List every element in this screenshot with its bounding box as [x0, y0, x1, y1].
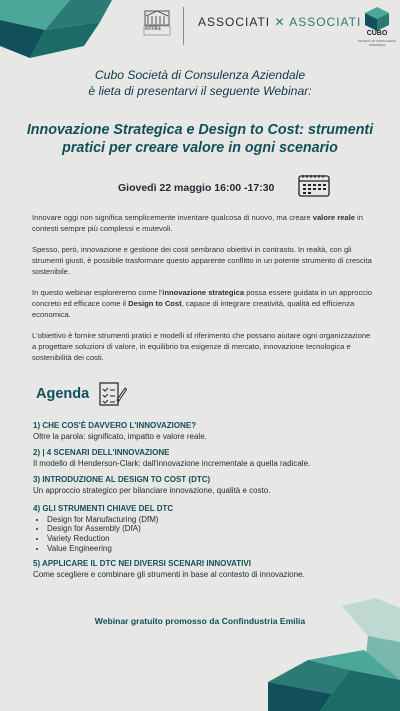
cubo-logo-subtitle: SOCIETÀ DI CONSULENZA AZIENDALE: [357, 39, 397, 47]
associati-cross-icon: ✕: [274, 15, 286, 29]
agenda-item-text: Come scegliere e combinare gli strumenti in base al contesto di innovazione.: [33, 569, 305, 579]
associati-associati-logo: [198, 15, 361, 29]
agenda-item-heading: 1) CHE COS'È DAVVERO L'INNOVAZIONE?: [33, 421, 197, 430]
agenda-item-heading: 5) APPLICARE IL DTC NEI DIVERSI SCENARI INNOVATIVI: [33, 559, 251, 568]
agenda-bullet: • Design for Assembly (DfA): [47, 524, 373, 534]
paragraph-1: Innovare oggi non significa semplicemente inventare qualcosa di nuovo, ma creare valore reale in contesti sempre più complessi e mutevoli.: [32, 213, 363, 233]
paragraph-3: In questo webinar esploreremo come l'innovazione strategica possa essere guidata in un approccio concreto ed efficace come il Design to Cost, capace di integrare creatività, qualità ed efficienza economica.: [32, 288, 372, 319]
agenda-item-text: Oltre la parola: significato, impatto e valore reale.: [33, 431, 207, 441]
agenda-item-2: [33, 448, 373, 469]
agenda-item-bullets: [33, 515, 373, 554]
webinar-title-line-2: pratici per creare valore in ogni scenario: [62, 140, 338, 156]
agenda-bullet: • Value Engineering: [47, 544, 373, 554]
agenda-item-1: [33, 421, 373, 442]
associati-right: ASSOCIATI: [289, 15, 362, 29]
emilia-logo-text: emilia: [145, 26, 161, 32]
bottom-right-cube-decoration: [268, 598, 400, 711]
footer-text: Webinar gratuito promosso da Confindustria Emilia: [94, 616, 306, 626]
agenda-item-heading: 2) | 4 SCENARI DELL'INNOVAZIONE: [33, 448, 170, 457]
agenda-item-heading: 3) INTRODUZIONE AL DESIGN TO COST (DTC): [33, 475, 211, 484]
associati-left: ASSOCIATI: [198, 15, 271, 29]
agenda-item-5: [33, 559, 373, 580]
intro-line-2: è lieta di presentarvi il seguente Webinar:: [88, 84, 312, 98]
confindustria-emilia-logo: [142, 8, 172, 38]
agenda-item-text: Il modello di Henderson-Clark: dall'innovazione incrementale a quella radicale.: [33, 458, 311, 468]
checklist-icon: [97, 380, 127, 408]
agenda-item-text: Un approccio strategico per bilanciare innovazione, qualità e costo.: [33, 485, 271, 495]
agenda-item-4: [33, 504, 373, 554]
agenda-item-heading: 4) GLI STRUMENTI CHIAVE DEL DTC: [33, 504, 174, 513]
webinar-date: Giovedì 22 maggio 16:00 -17:30: [118, 182, 275, 194]
webinar-title: [10, 121, 390, 157]
calendar-icon: [296, 172, 332, 198]
paragraph-4: L'obiettivo è fornire strumenti pratici e modelli id riferimento che possano aiutare ogni organizzazione a progettare soluzioni di valore, in equilibrio tra esigenze di mercato, innovazione tecnologica e sostenibilità dei costi.: [32, 331, 371, 362]
top-left-cube-decoration: [0, 0, 120, 62]
paragraph-2: Spesso, però, innovazione e gestione dei costi sembrano obiettivi in contrasto. In realtà, con gli strumenti giusti, è possibile trasformare questo apparente conflitto in un potente strumento di crescita sostenibile.: [32, 245, 372, 276]
intro-text: [0, 67, 400, 99]
header-divider: [183, 7, 184, 45]
agenda-bullet: • Variety Reduction: [47, 534, 373, 544]
agenda-bullet: • Design for Manufacturing (DfM): [47, 515, 373, 525]
cubo-logo-label: CUBO: [366, 30, 388, 37]
intro-line-1: Cubo Società di Consulenza Aziendale: [94, 68, 306, 82]
agenda-title: Agenda: [36, 386, 90, 402]
agenda-item-3: [33, 475, 373, 496]
webinar-title-line-1: Innovazione Strategica e Design to Cost: strumenti: [26, 122, 374, 138]
